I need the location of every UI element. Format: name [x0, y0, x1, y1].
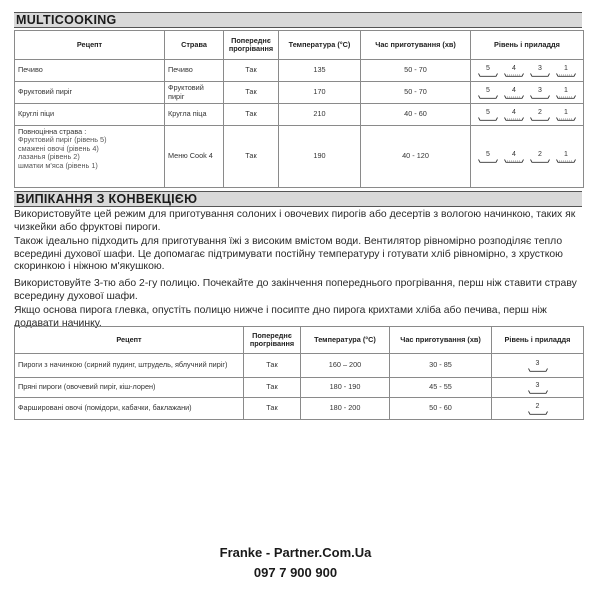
level-number: 3: [535, 381, 540, 389]
cell-time: 50 - 60: [390, 398, 492, 420]
cell-preheat: Так: [224, 60, 279, 82]
cell-recipe: Фруктовий пиріг: [15, 82, 165, 104]
level-number: 4: [512, 108, 516, 116]
cell-levels: [471, 60, 584, 82]
header-preheat: Попереднє прогрівання: [244, 327, 301, 354]
header-temperature: Температура (°C): [279, 31, 361, 60]
paragraph: Використовуйте цей режим для приготування солоних і овочевих пирогів або десертів з вологою начинкою, таких як чизкейки або фруктові пироги.: [14, 209, 576, 233]
recipe-title: Повноцінна страва :: [18, 127, 87, 136]
cell-dish: Фруктовий пиріг: [165, 82, 224, 104]
cell-preheat: Так: [224, 126, 279, 188]
recipe-sub: смажені овочі (рівень 4): [18, 143, 99, 153]
footer-phone: 097 7 900 900: [253, 565, 338, 580]
level-marker: [504, 65, 524, 77]
cell-temperature: 170: [279, 82, 361, 104]
recipe-sub: Фруктовий пиріг (рівень 5): [18, 135, 107, 145]
level-marker: [478, 151, 498, 163]
cell-preheat: Так: [244, 378, 301, 398]
level-marker: [504, 109, 524, 121]
oven-tray-icon: [556, 95, 576, 99]
cell-levels: [492, 398, 584, 420]
level-marker: [530, 87, 550, 99]
oven-tray-icon: [556, 159, 576, 163]
paragraph: Також ідеально підходить для приготування їжі з високим вмістом води. Вентилятор рівномірно розподіляє тепло всередині духової шафи. Це допомагає підтримувати постійну температуру і готувати хліб рівномірно, з хрусткою скоринкою і ніжною м'якушкою.: [14, 236, 563, 273]
level-number: 5: [486, 64, 490, 72]
cell-preheat: Так: [244, 354, 301, 378]
level-number: 1: [564, 108, 568, 116]
oven-tray-icon: [556, 117, 576, 121]
cell-temperature: 180 - 200: [301, 398, 390, 420]
oven-tray-icon: [556, 73, 576, 77]
cell-temperature: 135: [279, 60, 361, 82]
level-number: 4: [512, 150, 516, 158]
level-marker: [556, 87, 576, 99]
header-dish: Страва: [165, 31, 224, 60]
cell-temperature: 180 - 190: [301, 378, 390, 398]
cell-time: 40 - 60: [361, 104, 471, 126]
level-marker: [478, 87, 498, 99]
oven-tray-icon: [528, 390, 548, 394]
header-levels: Рівень і приладдя: [471, 31, 584, 60]
level-number: 5: [486, 108, 490, 116]
header-recipe: Рецепт: [15, 31, 165, 60]
oven-tray-icon: [478, 95, 498, 99]
cell-levels: [471, 126, 584, 188]
cell-recipe: [15, 126, 165, 188]
cell-levels: [492, 354, 584, 378]
cell-time: 40 - 120: [361, 126, 471, 188]
table-row: [15, 126, 584, 188]
level-marker: [556, 65, 576, 77]
table-row: [15, 82, 584, 104]
level-number: 5: [486, 150, 490, 158]
header-levels: Рівень і приладдя: [492, 327, 584, 354]
oven-tray-icon: [530, 73, 550, 77]
cell-time: 50 - 70: [361, 60, 471, 82]
level-number: 3: [538, 64, 542, 72]
cell-recipe: Круглі піци: [15, 104, 165, 126]
level-number: 2: [535, 402, 540, 410]
oven-tray-icon: [528, 368, 548, 372]
level-number: 2: [538, 150, 542, 158]
oven-tray-icon: [478, 117, 498, 121]
level-marker: [556, 109, 576, 121]
cell-recipe: Пряні пироги (овочевий пиріг, кіш-лорен): [15, 378, 244, 398]
recipe-sub: лазанья (рівень 2): [18, 152, 80, 162]
table-header-row: [15, 327, 584, 354]
oven-tray-icon: [530, 117, 550, 121]
cell-dish: Печиво: [165, 60, 224, 82]
table-row: [15, 104, 584, 126]
convection-table: [14, 326, 584, 420]
cell-time: 30 - 85: [390, 354, 492, 378]
cell-levels: [492, 378, 584, 398]
header-time: Час приготування (хв): [390, 327, 492, 354]
level-number: 3: [535, 359, 540, 367]
cell-temperature: 210: [279, 104, 361, 126]
level-number: 3: [538, 86, 542, 94]
oven-tray-icon: [504, 159, 524, 163]
convection-title: ВИПІКАННЯ З КОНВЕКЦІЄЮ: [14, 191, 582, 207]
header-preheat: Попереднє прогрівання: [224, 31, 279, 60]
cell-temperature: 160 – 200: [301, 354, 390, 378]
oven-tray-icon: [528, 411, 548, 415]
paragraph: Якщо основа пирога глевка, опустіть полицю нижче і посипте дно пирога крихтами хліба або печива, перш ніж додавати начинку.: [14, 305, 547, 329]
recipe-sub: шматки м'яса (рівень 1): [18, 160, 98, 170]
cell-time: 45 - 55: [390, 378, 492, 398]
header-temperature: Температура (°C): [301, 327, 390, 354]
cell-recipe: Фаршировані овочі (помідори, кабачки, баклажани): [15, 398, 244, 420]
level-number: 5: [486, 86, 490, 94]
table-row: [15, 378, 584, 398]
level-marker: [528, 403, 548, 415]
oven-tray-icon: [504, 117, 524, 121]
cell-levels: [471, 82, 584, 104]
level-marker: [528, 360, 548, 372]
cell-levels: [471, 104, 584, 126]
level-number: 4: [512, 64, 516, 72]
table-row: [15, 60, 584, 82]
table-header-row: [15, 31, 584, 60]
paragraph: Використовуйте 3-тю або 2-гу полицю. Почекайте до закінчення попереднього прогрівання, перш ніж ставити страву всередину духової шафи.: [14, 278, 577, 302]
cell-preheat: Так: [224, 82, 279, 104]
cell-temperature: 190: [279, 126, 361, 188]
multicooking-table: [14, 30, 584, 188]
level-number: 1: [564, 64, 568, 72]
level-marker: [478, 109, 498, 121]
level-number: 1: [564, 86, 568, 94]
cell-time: 50 - 70: [361, 82, 471, 104]
oven-tray-icon: [478, 159, 498, 163]
level-marker: [504, 87, 524, 99]
level-marker: [556, 151, 576, 163]
cell-recipe: Печиво: [15, 60, 165, 82]
table-row: [15, 398, 584, 420]
level-marker: [504, 151, 524, 163]
table-row: [15, 354, 584, 378]
level-marker: [530, 151, 550, 163]
level-marker: [528, 382, 548, 394]
cell-preheat: Так: [224, 104, 279, 126]
level-marker: [478, 65, 498, 77]
cell-recipe: Пироги з начинкою (сирний пудинг, штрудель, яблучний пиріг): [15, 354, 244, 378]
level-number: 4: [512, 86, 516, 94]
oven-tray-icon: [530, 159, 550, 163]
oven-tray-icon: [504, 95, 524, 99]
footer-brand: Franke - Partner.Com.Ua: [219, 545, 372, 560]
cell-dish: Кругла піца: [165, 104, 224, 126]
level-number: 1: [564, 150, 568, 158]
cell-preheat: Так: [244, 398, 301, 420]
cell-dish: Меню Cook 4: [165, 126, 224, 188]
oven-tray-icon: [530, 95, 550, 99]
level-marker: [530, 65, 550, 77]
multicooking-title: MULTICOOKING: [14, 12, 582, 28]
level-marker: [530, 109, 550, 121]
oven-tray-icon: [478, 73, 498, 77]
oven-tray-icon: [504, 73, 524, 77]
level-number: 2: [538, 108, 542, 116]
header-time: Час приготування (хв): [361, 31, 471, 60]
header-recipe: Рецепт: [15, 327, 244, 354]
